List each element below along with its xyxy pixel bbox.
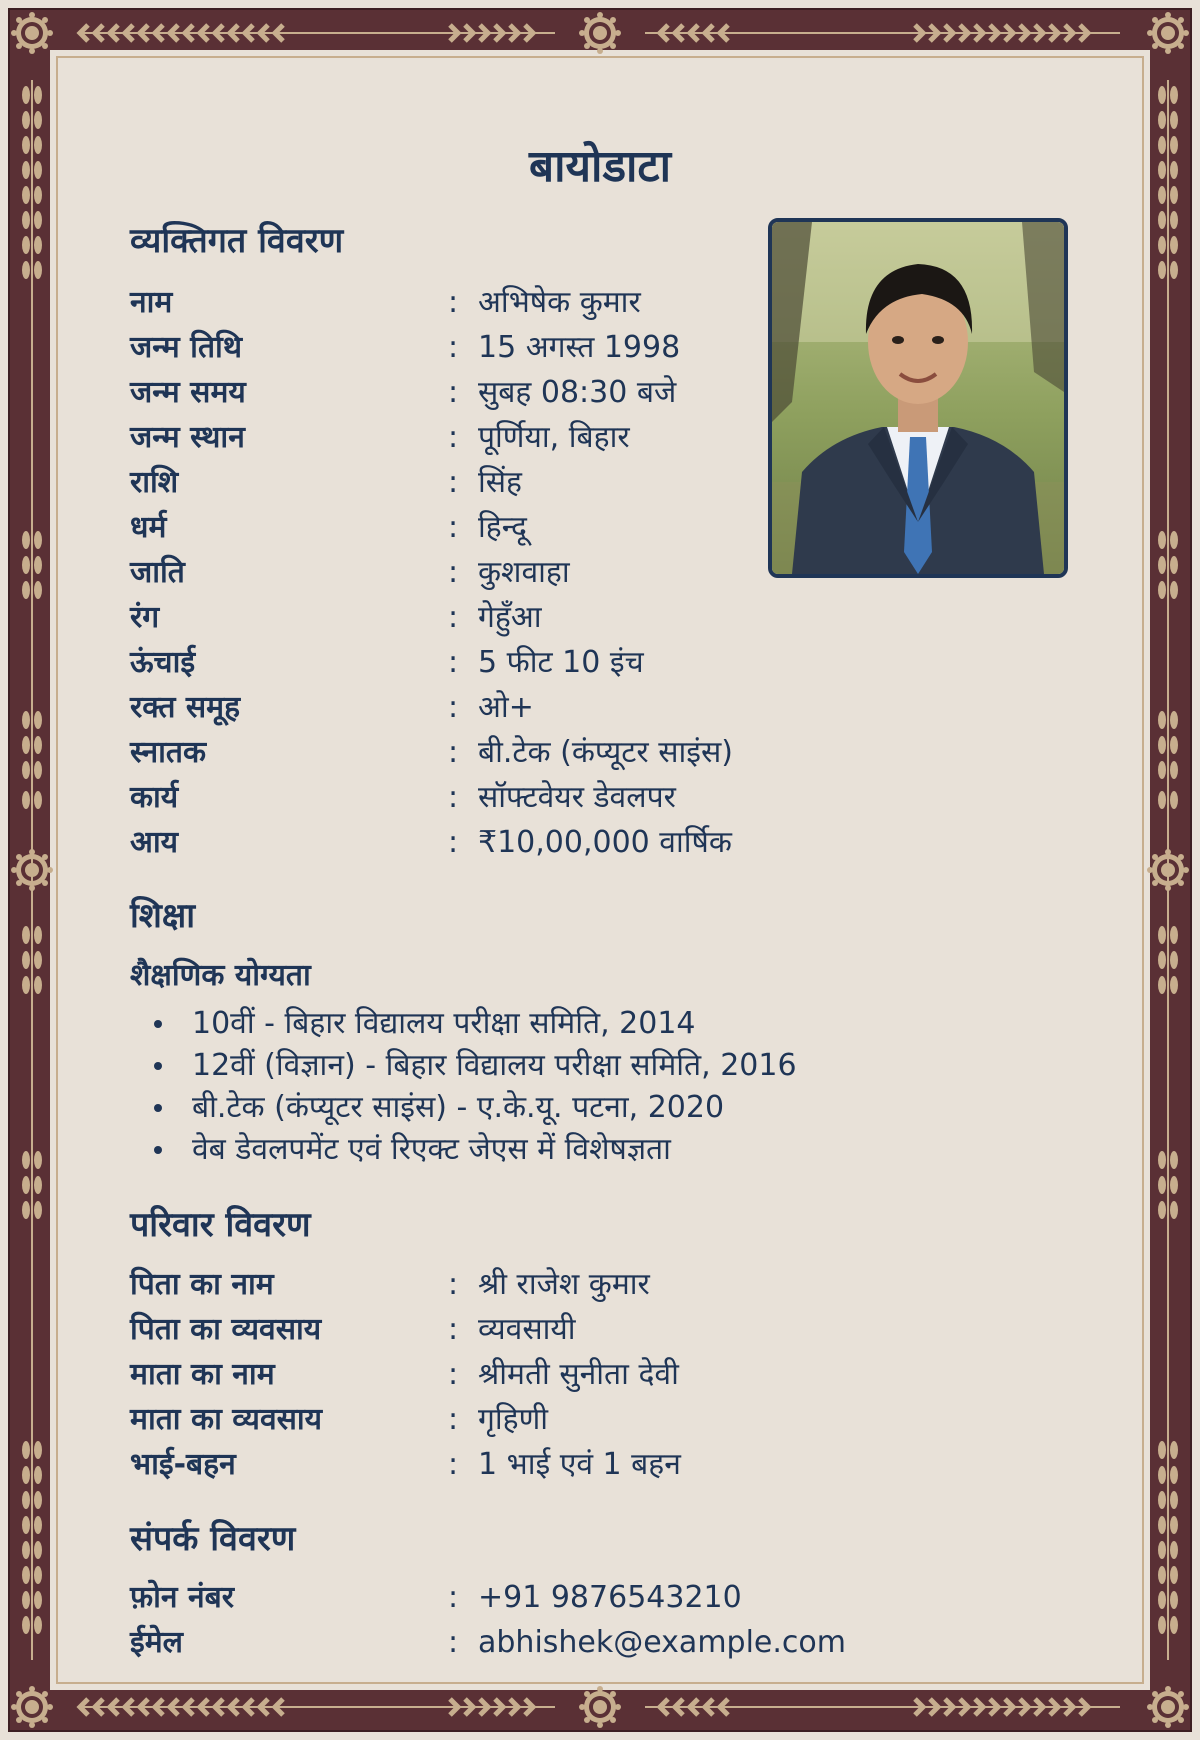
separator: :: [448, 555, 459, 590]
education-item-text: 12वीं (विज्ञान) - बिहार विद्यालय परीक्षा समिति, 2016: [192, 1048, 797, 1083]
education-item-text: 10वीं - बिहार विद्यालय परीक्षा समिति, 2014: [192, 1006, 696, 1041]
phone-value: +91 9876543210: [478, 1580, 742, 1615]
detail-row: [130, 730, 1030, 775]
detail-label: आय: [130, 825, 179, 860]
detail-value: पूर्णिया, बिहार: [478, 420, 630, 455]
separator: :: [448, 735, 459, 770]
detail-label: कार्य: [130, 780, 179, 815]
education-item-text: बी.टेक (कंप्यूटर साइंस) - ए.के.यू. पटना, 2020: [192, 1090, 725, 1125]
detail-value: ₹10,00,000 वार्षिक: [478, 825, 732, 860]
detail-label: रंग: [130, 600, 160, 635]
list-item: [130, 1087, 797, 1129]
detail-label: माता का व्यवसाय: [130, 1402, 323, 1437]
detail-row: [130, 1575, 1030, 1620]
detail-value: व्यवसायी: [478, 1312, 576, 1347]
detail-value: 15 अगस्त 1998: [478, 330, 681, 365]
detail-label: पिता का व्यवसाय: [130, 1312, 322, 1347]
detail-value: श्री राजेश कुमार: [478, 1267, 650, 1302]
detail-label: भाई-बहन: [130, 1447, 236, 1482]
detail-label: ईमेल: [130, 1625, 184, 1660]
detail-value: गृहिणी: [478, 1402, 549, 1437]
separator: :: [448, 780, 459, 815]
separator: :: [448, 420, 459, 455]
document-title: बायोडाटा: [529, 141, 671, 192]
detail-label: रक्त समूह: [130, 690, 241, 725]
detail-value: बी.टेक (कंप्यूटर साइंस): [478, 735, 733, 770]
detail-value: सिंह: [478, 465, 522, 500]
detail-label: नाम: [130, 285, 173, 320]
education-subheading: शैक्षणिक योग्यता: [130, 958, 311, 993]
detail-value: कुशवाहा: [478, 555, 570, 590]
personal-section-heading: व्यक्तिगत विवरण: [130, 221, 344, 261]
education-item-text: वेब डेवलपमेंट एवं रिएक्ट जेएस में विशेषज्ञता: [192, 1132, 671, 1167]
separator: :: [448, 510, 459, 545]
bullet-icon: [154, 1020, 162, 1028]
bullet-icon: [154, 1062, 162, 1070]
detail-label: धर्म: [130, 510, 167, 545]
detail-row: [130, 1262, 1030, 1307]
separator: :: [448, 645, 459, 680]
detail-row: [130, 1352, 1030, 1397]
separator: :: [448, 1312, 459, 1347]
separator: :: [448, 825, 459, 860]
detail-value: श्रीमती सुनीता देवी: [478, 1357, 679, 1392]
right-ornament-band: [1147, 80, 1189, 1660]
detail-value: 5 फीट 10 इंच: [478, 645, 644, 680]
separator: :: [448, 1447, 459, 1482]
detail-label: फ़ोन नंबर: [130, 1580, 235, 1615]
left-ornament-band: [11, 80, 53, 1660]
detail-label: जन्म समय: [130, 375, 246, 410]
profile-photo: [768, 218, 1068, 578]
separator: :: [448, 375, 459, 410]
list-item: [130, 1129, 797, 1171]
detail-label: राशि: [130, 465, 179, 500]
detail-row: [130, 820, 1030, 865]
detail-value: ओ+: [478, 690, 534, 725]
detail-label: जन्म स्थान: [130, 420, 245, 455]
detail-value: सॉफ्टवेयर डेवलपर: [478, 780, 676, 815]
separator: :: [448, 1267, 459, 1302]
bottom-ornament-band: [11, 1686, 1189, 1728]
separator: :: [448, 690, 459, 725]
detail-label: जाति: [130, 555, 185, 590]
detail-row: [130, 775, 1030, 820]
detail-value: सुबह 08:30 बजे: [478, 375, 677, 410]
separator: :: [448, 285, 459, 320]
detail-row: [130, 1620, 1030, 1665]
detail-label: जन्म तिथि: [130, 330, 242, 365]
bullet-icon: [154, 1104, 162, 1112]
family-section-heading: परिवार विवरण: [130, 1205, 311, 1245]
separator: :: [448, 1625, 459, 1660]
detail-row: [130, 595, 1030, 640]
separator: :: [448, 1402, 459, 1437]
list-item: [130, 1045, 797, 1087]
detail-value: गेहुँआ: [478, 600, 542, 635]
separator: :: [448, 600, 459, 635]
detail-label: माता का नाम: [130, 1357, 275, 1392]
detail-value: हिन्दू: [478, 510, 527, 545]
separator: :: [448, 1580, 459, 1615]
education-section-heading: शिक्षा: [130, 896, 196, 936]
list-item: [130, 1003, 797, 1045]
detail-label: स्नातक: [130, 735, 207, 770]
detail-row: [130, 685, 1030, 730]
detail-row: [130, 1397, 1030, 1442]
separator: :: [448, 1357, 459, 1392]
detail-label: ऊंचाई: [130, 645, 196, 680]
separator: :: [448, 465, 459, 500]
detail-row: [130, 640, 1030, 685]
education-list: [130, 1003, 797, 1171]
detail-value: अभिषेक कुमार: [478, 285, 641, 320]
top-ornament-band: [11, 12, 1189, 54]
detail-value: 1 भाई एवं 1 बहन: [478, 1447, 681, 1482]
detail-row: [130, 1442, 1030, 1487]
separator: :: [448, 330, 459, 365]
bullet-icon: [154, 1146, 162, 1154]
detail-row: [130, 1307, 1030, 1352]
contact-section-heading: संपर्क विवरण: [130, 1519, 296, 1559]
detail-label: पिता का नाम: [130, 1267, 274, 1302]
portrait-illustration: [772, 222, 1064, 574]
email-value: abhishek@example.com: [478, 1625, 846, 1660]
